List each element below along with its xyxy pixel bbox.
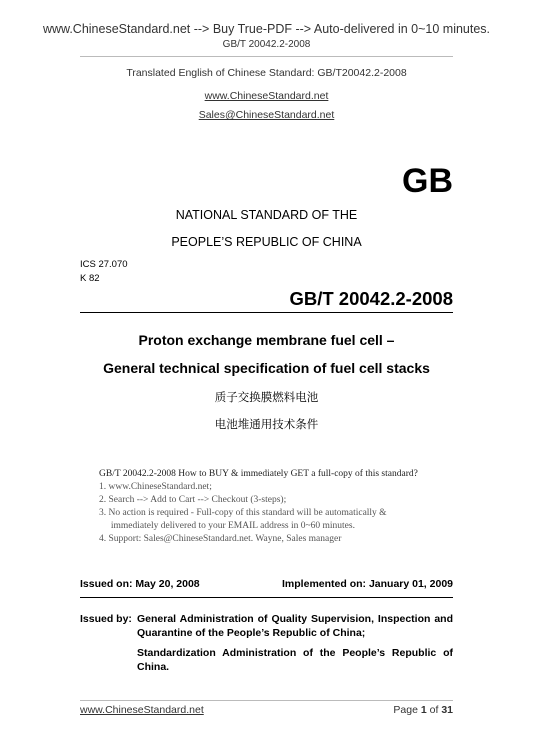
footer-website-link[interactable]: www.ChineseStandard.net <box>80 704 204 716</box>
top-banner: www.ChineseStandard.net --> Buy True-PDF --> Auto-delivered in 0~10 minutes. <box>42 22 491 36</box>
translation-note: Translated English of Chinese Standard: GB/T20042.2-2008 <box>126 67 407 79</box>
implemented-date: Implemented on: January 01, 2009 <box>282 578 453 590</box>
email-link[interactable]: Sales@ChineseStandard.net <box>198 109 335 121</box>
ics-code: ICS 27.070 <box>80 259 128 270</box>
purchase-item: 4. Support: Sales@ChineseStandard.net. Wayne, Sales manager <box>99 534 342 544</box>
page-total: 31 <box>441 704 453 716</box>
issued-date: Issued on: May 20, 2008 <box>80 578 200 590</box>
banner-standard-code: GB/T 20042.2-2008 <box>222 39 311 50</box>
title-en-line2: General technical specification of fuel cell stacks <box>103 360 430 376</box>
purchase-item[interactable]: 1. www.ChineseStandard.net; <box>99 482 212 492</box>
national-standard-line2: PEOPLE’S REPUBLIC OF CHINA <box>171 235 362 249</box>
issuer-org1: General Administration of Quality Supervision, Inspection and Quarantine of the People’s Republic of China; <box>137 613 453 639</box>
website-link[interactable]: www.ChineseStandard.net <box>204 90 329 102</box>
gb-logo: GB <box>402 162 453 200</box>
issuer-label: Issued by: <box>80 613 132 625</box>
email-row <box>0 105 533 123</box>
standard-number: GB/T 20042.2-2008 <box>289 288 453 309</box>
purchase-item: immediately delivered to your EMAIL address in 0~60 minutes. <box>99 521 355 531</box>
page-current: 1 <box>420 704 427 716</box>
page-of: of <box>426 704 442 716</box>
title-cn-line2: 电池堆通用技术条件 <box>214 417 319 431</box>
website-row <box>0 86 533 104</box>
ccs-code: K 82 <box>80 273 100 284</box>
dates-divider <box>80 597 453 598</box>
page-number <box>393 704 453 716</box>
purchase-item: 3. No action is required - Full-copy of this standard will be automatically & <box>99 508 387 518</box>
national-standard-line1: NATIONAL STANDARD OF THE <box>175 208 358 222</box>
title-divider <box>80 312 453 313</box>
title-en-line1: Proton exchange membrane fuel cell – <box>138 332 395 348</box>
page-prefix: Page <box>393 704 421 716</box>
title-cn-line1: 质子交换膜燃料电池 <box>214 390 319 404</box>
footer-divider <box>80 700 453 701</box>
purchase-item: 2. Search --> Add to Cart --> Checkout (3-steps); <box>99 495 287 505</box>
purchase-heading: GB/T 20042.2-2008 How to BUY & immediately GET a full-copy of this standard? <box>99 469 418 479</box>
issuer-org2: Standardization Administration of the People’s Republic of China. <box>137 647 453 673</box>
top-divider <box>80 56 453 57</box>
